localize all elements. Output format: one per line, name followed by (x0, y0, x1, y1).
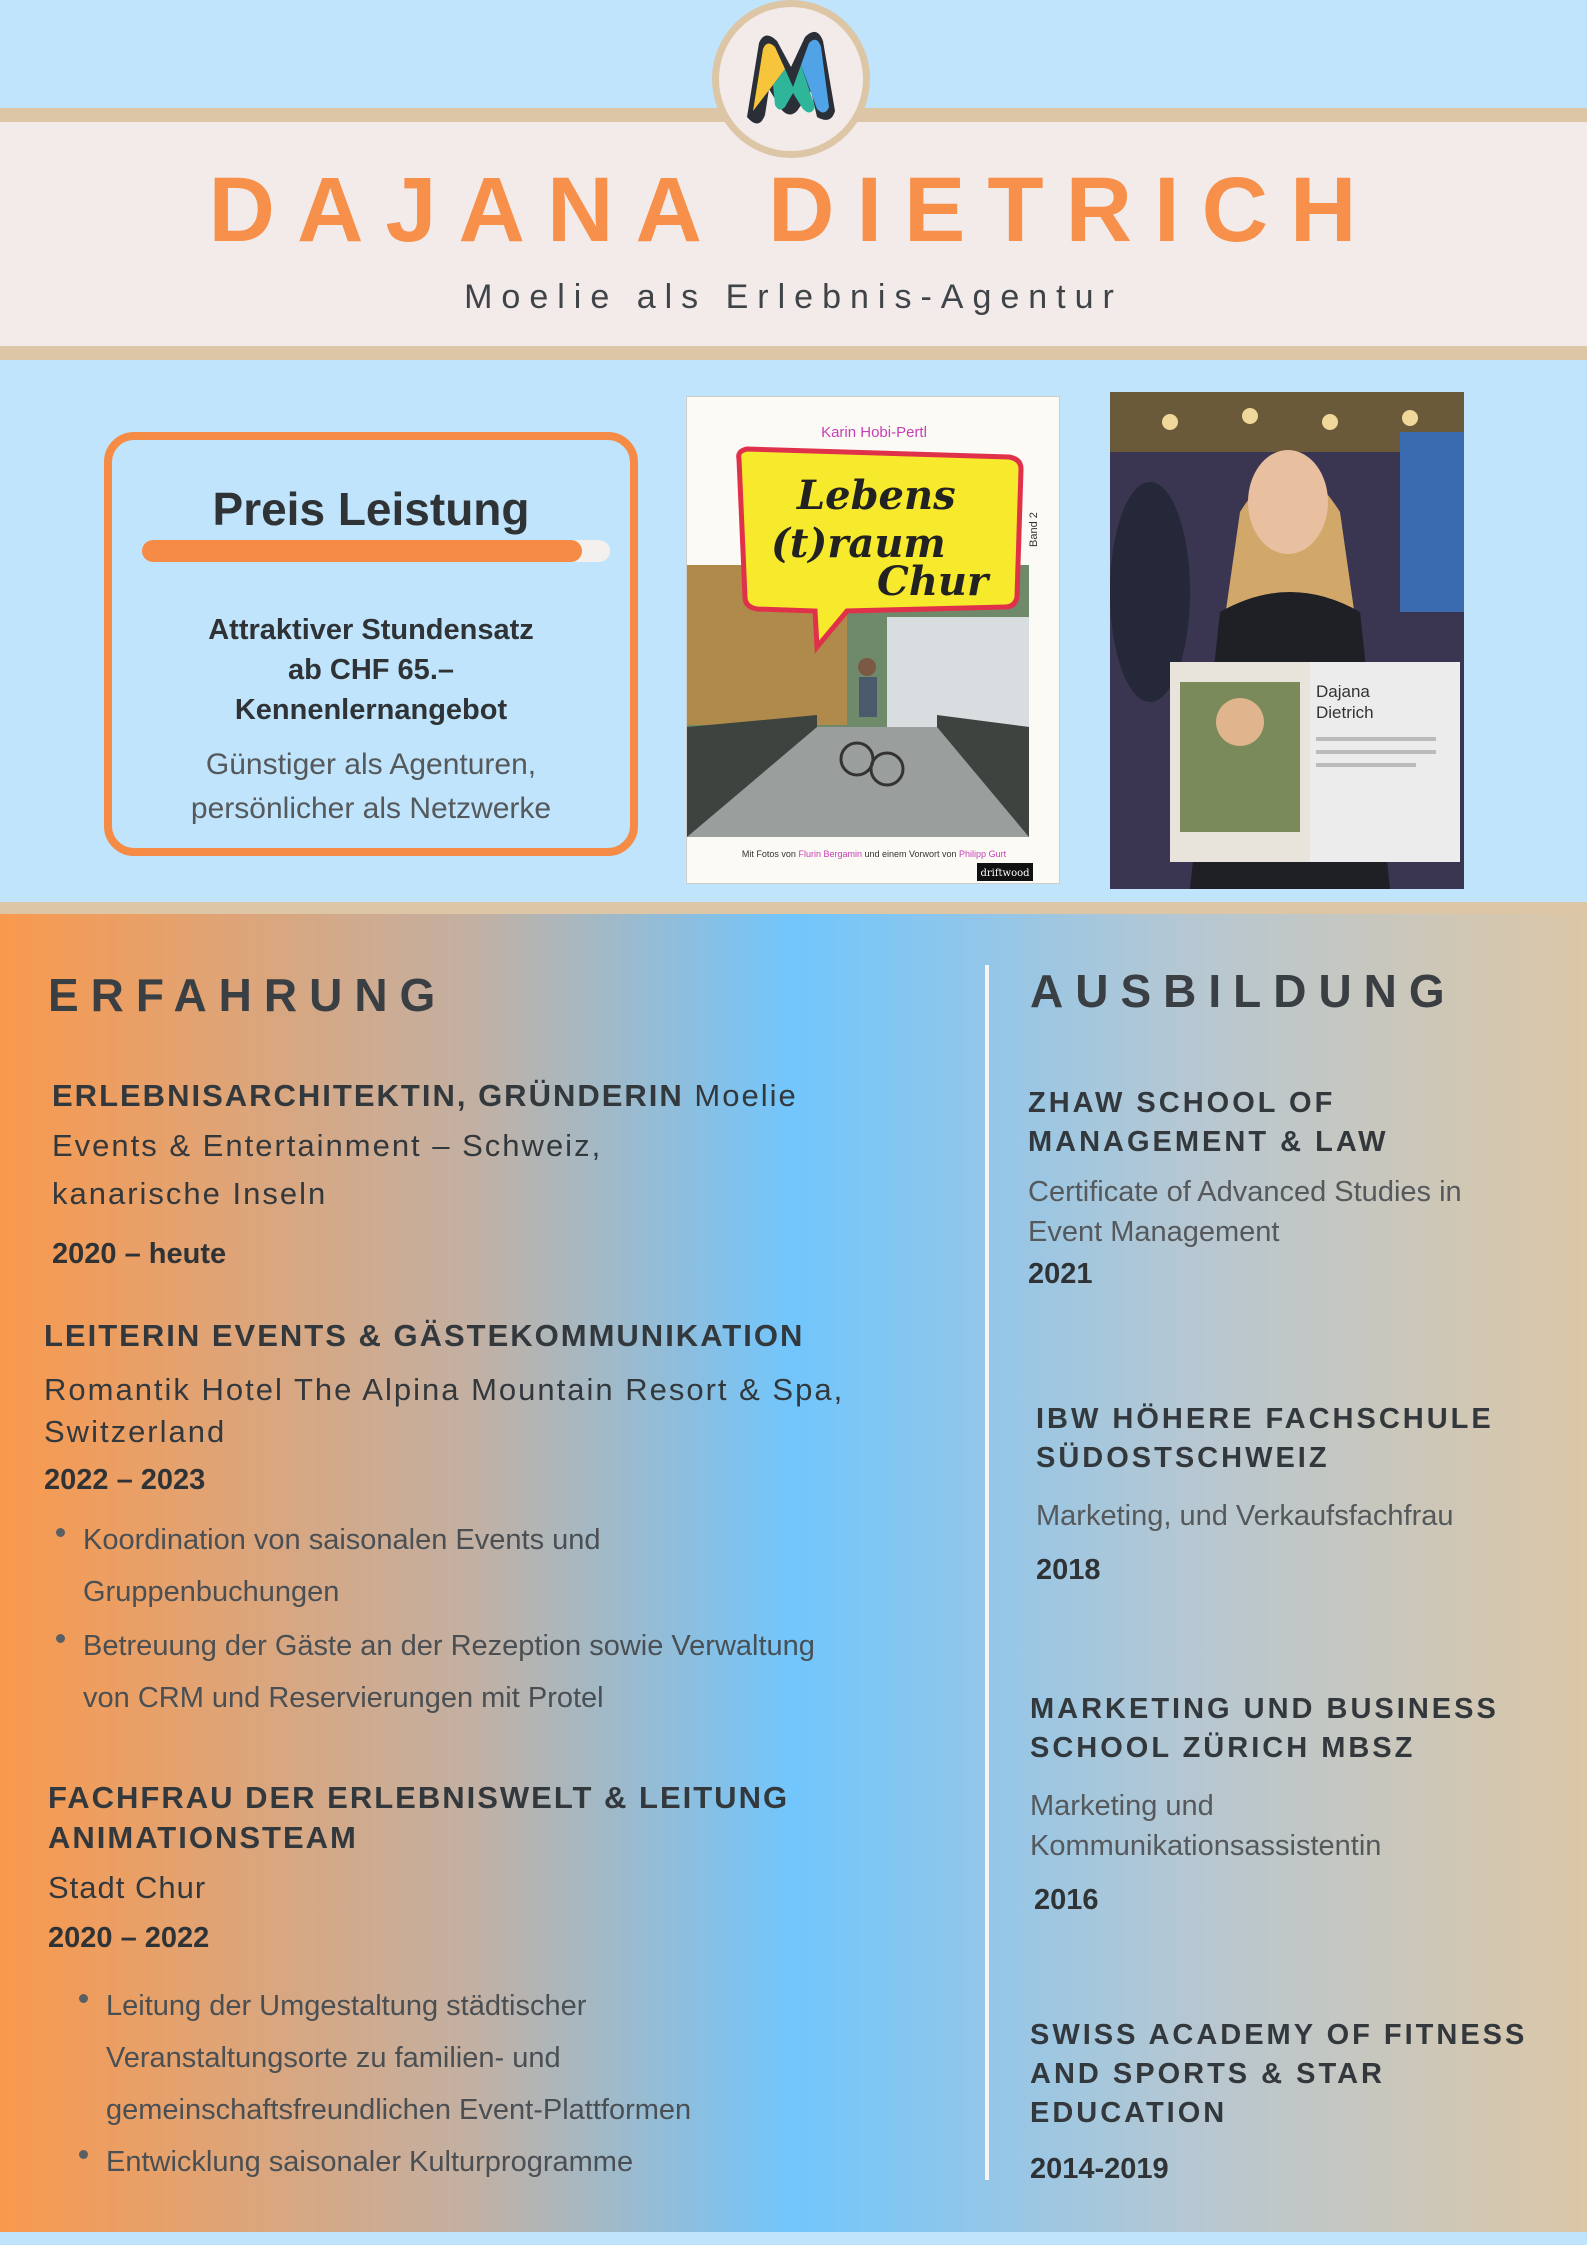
book-cover-image (686, 396, 1060, 884)
price-bar-fill (142, 540, 582, 562)
price-title: Preis Leistung (212, 483, 530, 535)
book-credits: Mit Fotos von Flurin Bergamin und einem Vorwort von Philipp Gurt (741, 849, 1007, 859)
book-title-line3: Chur (877, 558, 989, 605)
job3-years: 2020 – 2022 (48, 1922, 210, 1954)
job1-place-line2: Events & Entertainment – Schweiz, (52, 1128, 603, 1163)
education-heading: AUSBILDUNG (1030, 965, 1457, 1017)
school-name-line2: SÜDOSTSCHWEIZ (1036, 1442, 1330, 1474)
list-item (79, 1980, 939, 2136)
job2-place-line1: Romantik Hotel The Alpina Mountain Resort & Spa, (44, 1372, 845, 1407)
job3-title-line1: FACHFRAU DER ERLEBNISWELT & LEITUNG (48, 1780, 790, 1815)
education-item (1030, 1690, 1570, 1917)
price-rate-line: Attraktiver Stundensatz (208, 614, 534, 646)
school-name-line2: SCHOOL ZÜRICH MBSZ (1030, 1732, 1416, 1764)
event-photo (1110, 392, 1464, 889)
book-author: Karin Hobi-Pertl (821, 424, 927, 441)
school-name-line2: MANAGEMENT & LAW (1028, 1126, 1389, 1158)
job1-place-line3: kanarische Inseln (52, 1176, 328, 1211)
bullet-line: gemeinschaftsfreundlichen Event-Plattformen (106, 2094, 692, 2126)
school-name-line2: AND SPORTS & STAR (1030, 2058, 1385, 2090)
bullet-line: Veranstaltungsorte zu familien- und (106, 2042, 561, 2074)
book-title-line2: (t)raum (771, 520, 946, 567)
bullet-line: Koordination von saisonalen Events und (83, 1524, 601, 1556)
bullet-dot (56, 1528, 65, 1537)
book-title-line1: Lebens (797, 472, 956, 519)
list-item (56, 1620, 956, 1724)
price-note-line1: Günstiger als Agenturen, (205, 748, 537, 781)
job1-place-line1: Moelie (683, 1078, 798, 1113)
header-divider-bottom (0, 346, 1587, 360)
job2-place-line2: Switzerland (44, 1414, 227, 1449)
photo-page-text2: Dietrich (1316, 703, 1374, 722)
degree-line1: Marketing und (1030, 1790, 1214, 1822)
job1-title: ERLEBNISARCHITEKTIN, GRÜNDERIN (52, 1078, 684, 1113)
bullet-line: von CRM und Reservierungen mit Protel (83, 1682, 604, 1714)
column-divider (985, 965, 989, 2180)
job3-title-line2: ANIMATIONSTEAM (48, 1820, 358, 1855)
education-item (1036, 1400, 1576, 1587)
education-year: 2021 (1028, 1258, 1093, 1290)
degree-line2: Kommunikationsassistentin (1030, 1830, 1382, 1862)
book-band: Band 2 (1028, 512, 1040, 547)
school-name-line1: SWISS ACADEMY OF FITNESS (1030, 2019, 1528, 2051)
bullet-dot (79, 2150, 88, 2159)
book-publisher: driftwood (980, 868, 1030, 879)
m-logo-icon (712, 0, 870, 158)
education-year: 2014-2019 (1030, 2153, 1169, 2185)
degree-line2: Event Management (1028, 1216, 1280, 1248)
price-box (104, 432, 638, 856)
bullet-line: Leitung der Umgestaltung städtischer (106, 1990, 587, 2022)
photo-page-text1: Dajana (1316, 682, 1370, 701)
degree-line1: Certificate of Advanced Studies in (1028, 1176, 1462, 1208)
price-offer-line: Kennenlernangebot (234, 694, 508, 726)
education-year: 2016 (1034, 1884, 1099, 1916)
section-divider (0, 902, 1587, 914)
job1-years: 2020 – heute (52, 1238, 227, 1270)
bullet-line: Entwicklung saisonaler Kulturprogramme (106, 2146, 634, 2178)
bullet-dot (79, 1994, 88, 2003)
job2-years: 2022 – 2023 (44, 1464, 206, 1496)
school-name-line1: MARKETING UND BUSINESS (1030, 1693, 1499, 1725)
education-year: 2018 (1036, 1554, 1101, 1586)
footer-band (0, 2232, 1587, 2245)
price-amount-line: ab CHF 65.– (288, 654, 454, 686)
list-item (79, 2136, 939, 2188)
header-subtitle: Moelie als Erlebnis-Agentur (464, 278, 1123, 316)
person-name: DAJANA DIETRICH (208, 159, 1379, 261)
education-item (1030, 2016, 1570, 2186)
job3-place: Stadt Chur (48, 1870, 207, 1905)
school-name-line1: IBW HÖHERE FACHSCHULE (1036, 1403, 1494, 1435)
school-name-line1: ZHAW SCHOOL OF (1028, 1087, 1336, 1119)
bullet-line: Betreuung der Gäste an der Rezeption sowie Verwaltung (83, 1630, 815, 1662)
bullet-line: Gruppenbuchungen (83, 1576, 340, 1608)
education-item (1028, 1084, 1568, 1291)
degree-line1: Marketing, und Verkaufsfachfrau (1036, 1500, 1454, 1532)
experience-heading: ERFAHRUNG (48, 969, 448, 1021)
school-name-line3: EDUCATION (1030, 2097, 1228, 2129)
list-item (56, 1514, 956, 1618)
job1-header (52, 1078, 952, 1114)
bullet-dot (56, 1634, 65, 1643)
job2-title: LEITERIN EVENTS & GÄSTEKOMMUNIKATION (44, 1318, 805, 1353)
price-note-line2: persönlicher als Netzwerke (190, 792, 552, 825)
